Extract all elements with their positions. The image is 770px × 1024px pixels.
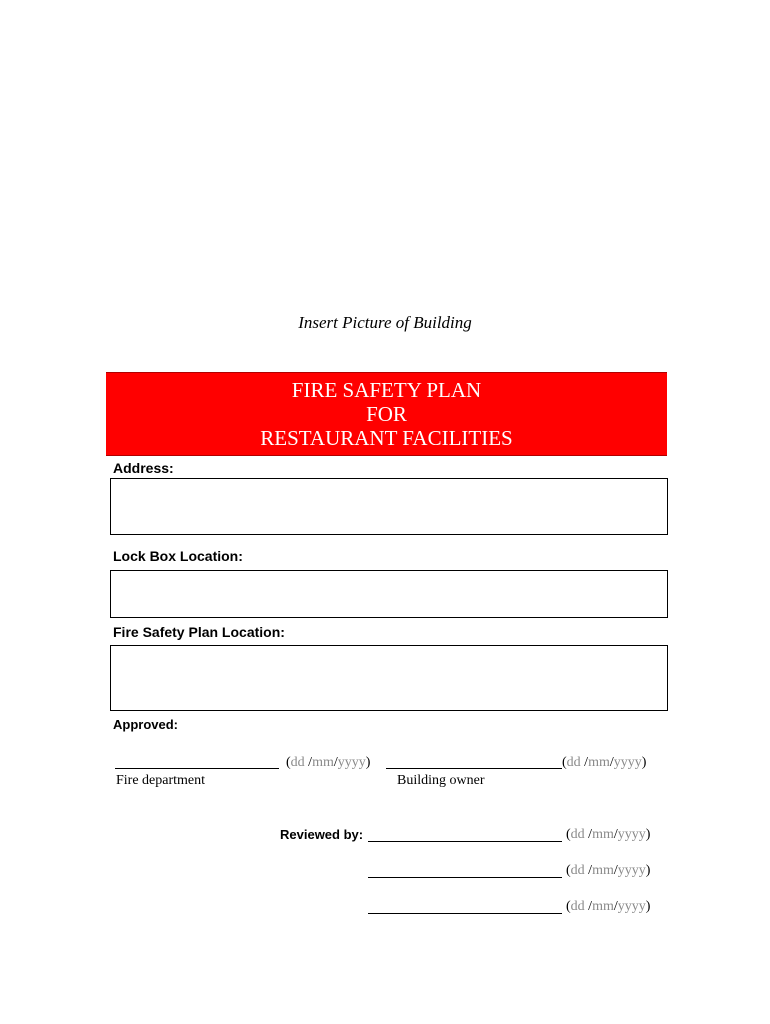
- fire-department-signature-line[interactable]: [115, 768, 279, 769]
- reviewer-date-3[interactable]: (dd /mm/yyyy): [566, 899, 651, 914]
- insert-picture-placeholder: Insert Picture of Building: [298, 313, 472, 332]
- fire-plan-location-label: Fire Safety Plan Location:: [113, 624, 285, 640]
- approved-label: Approved:: [113, 717, 178, 732]
- fire-department-date[interactable]: (dd /mm/yyyy): [286, 755, 371, 770]
- title-banner: [106, 372, 667, 456]
- building-owner-signature-line[interactable]: [386, 768, 562, 769]
- title-line-1: FIRE SAFETY PLAN: [291, 378, 482, 402]
- reviewed-by-label: Reviewed by:: [280, 827, 364, 842]
- reviewer-signature-line-3[interactable]: [368, 913, 562, 914]
- address-label: Address:: [113, 460, 174, 476]
- fire-plan-location-field[interactable]: [110, 645, 668, 711]
- reviewer-signature-line-2[interactable]: [368, 877, 562, 878]
- title-line-3: RESTAURANT FACILITIES: [260, 426, 513, 450]
- building-owner-caption: Building owner: [397, 773, 485, 788]
- reviewer-signature-line-1[interactable]: [368, 841, 562, 842]
- title-line-2: FOR: [366, 402, 407, 426]
- building-owner-date[interactable]: (dd /mm/yyyy): [562, 755, 647, 770]
- lock-box-field[interactable]: [110, 570, 668, 618]
- address-field[interactable]: [110, 478, 668, 535]
- reviewer-date-2[interactable]: (dd /mm/yyyy): [566, 863, 651, 878]
- fire-department-caption: Fire department: [116, 773, 206, 788]
- reviewer-date-1[interactable]: (dd /mm/yyyy): [566, 827, 651, 842]
- lock-box-label: Lock Box Location:: [113, 548, 243, 564]
